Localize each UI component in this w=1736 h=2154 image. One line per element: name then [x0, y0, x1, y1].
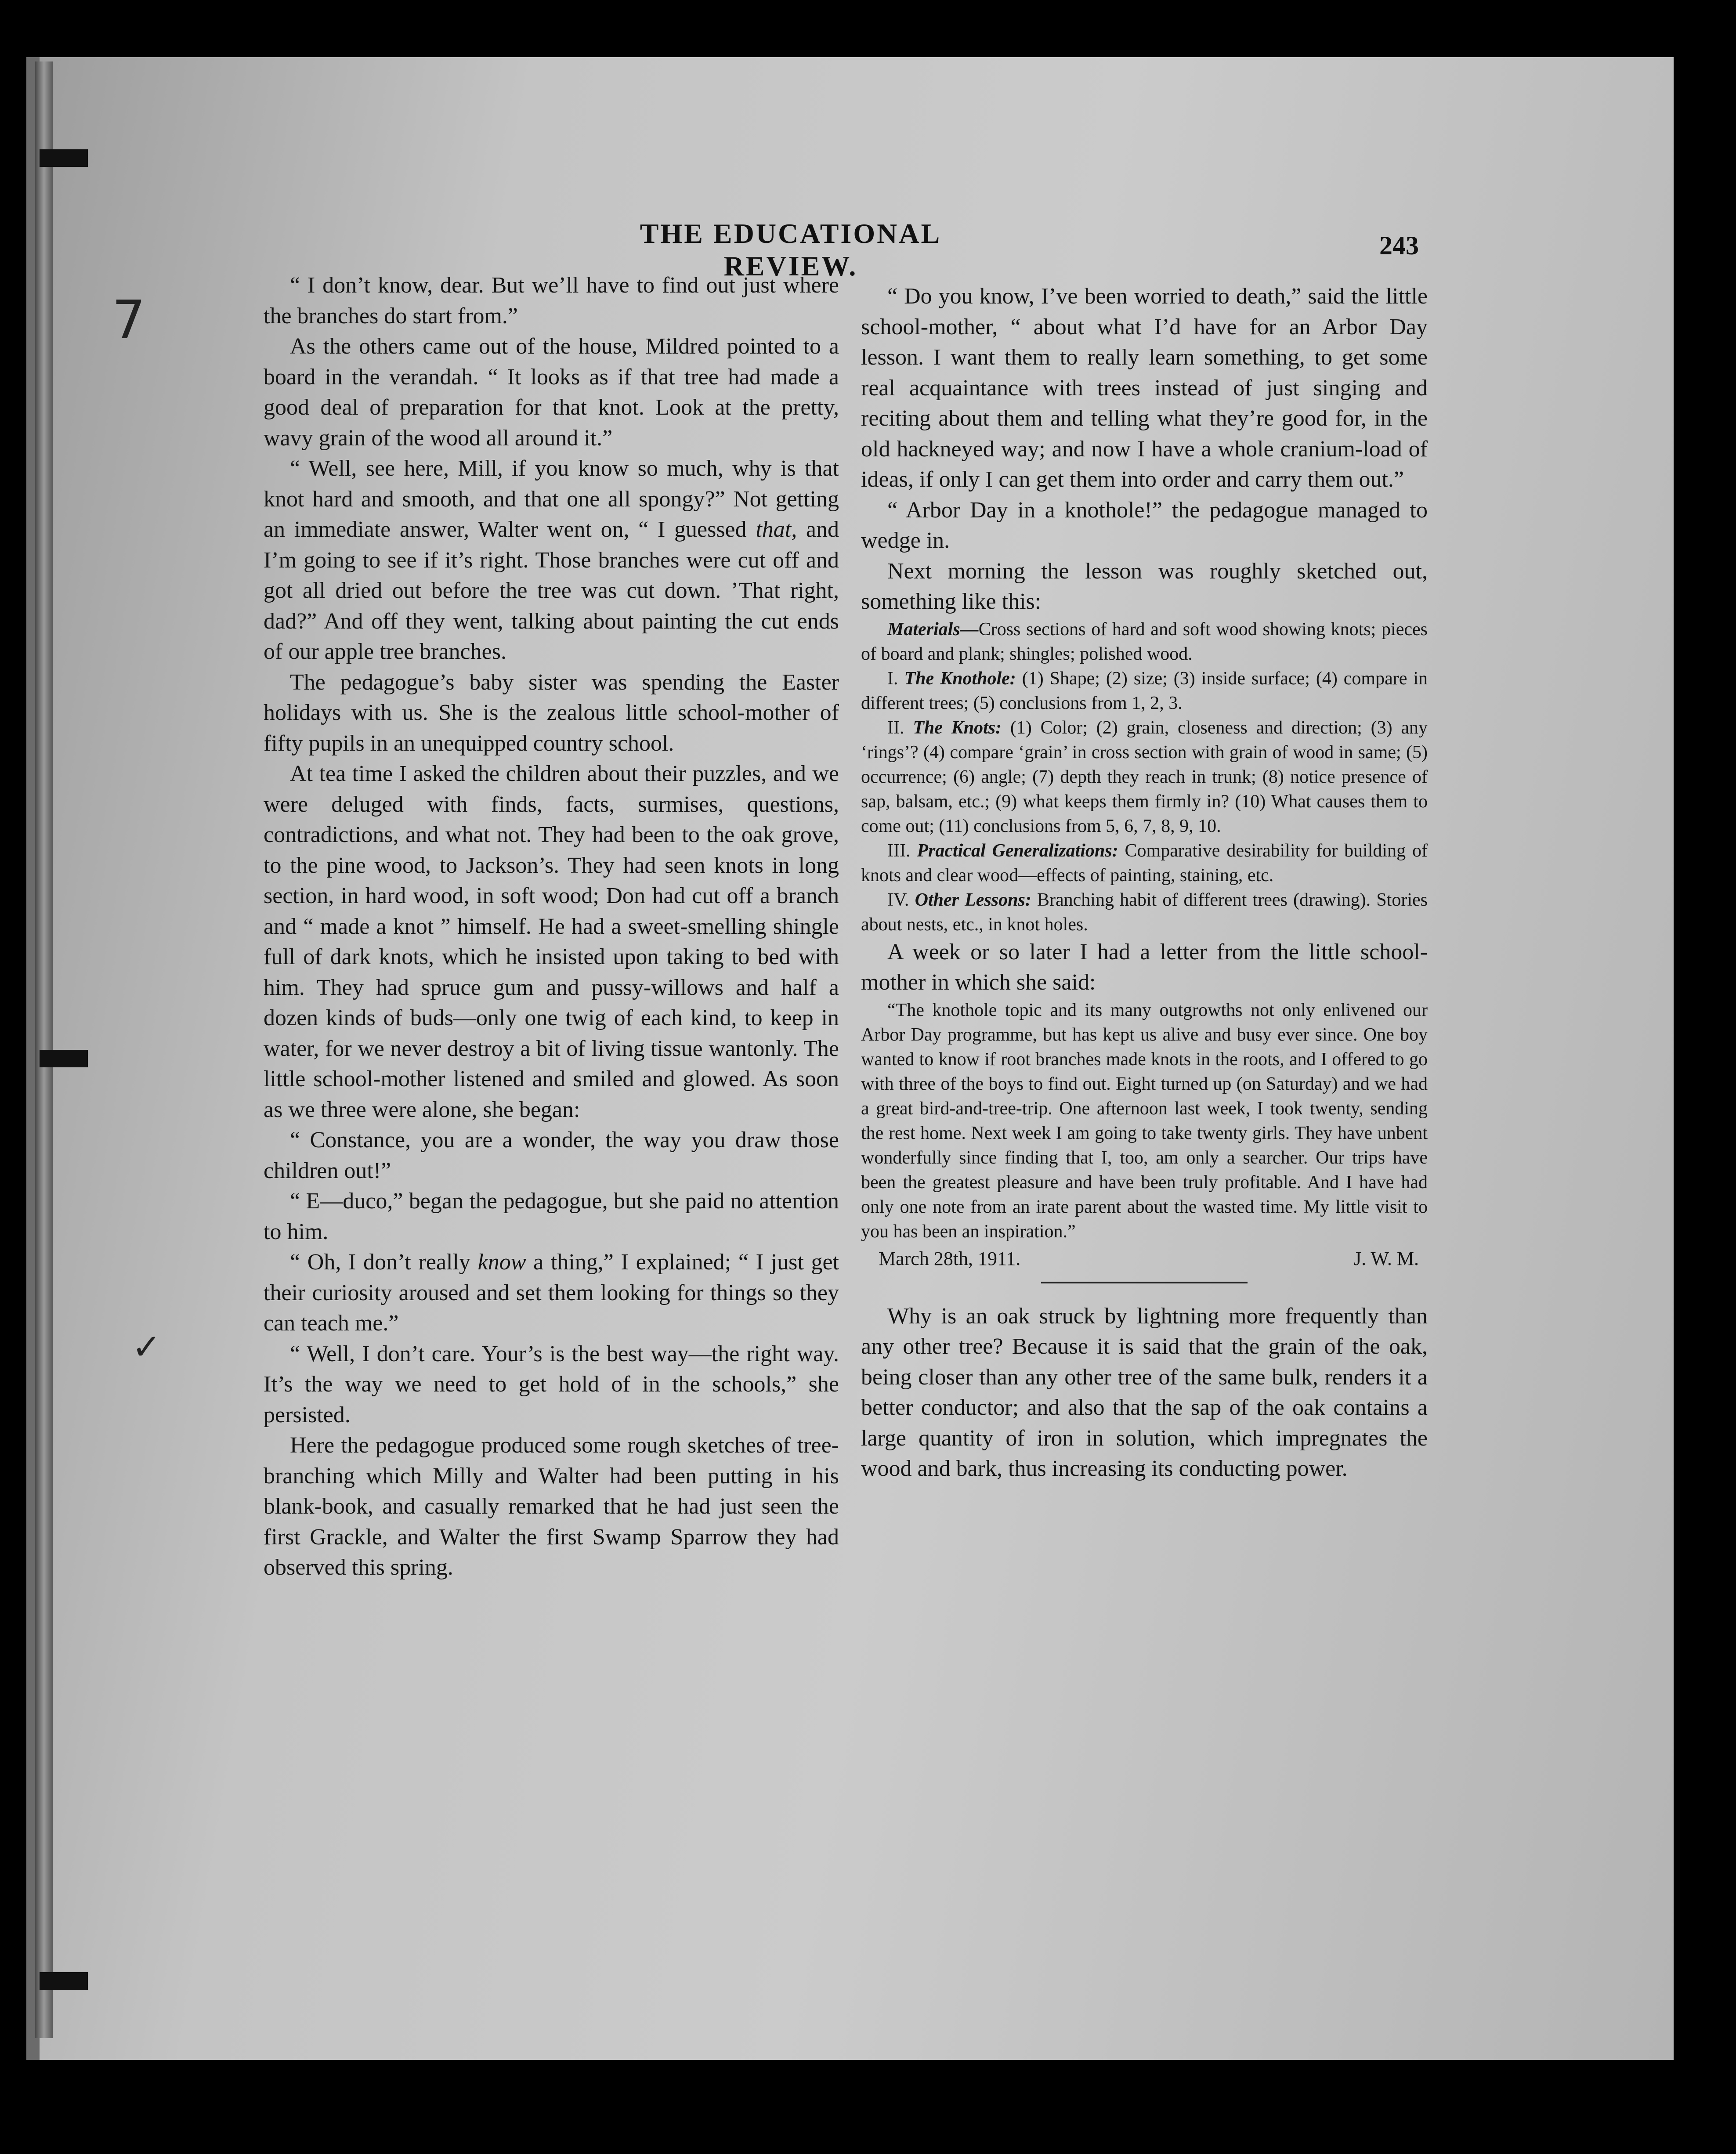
paragraph: “ Constance, you are a wonder, the way you draw those children out!” — [264, 1128, 839, 1183]
paragraph: “ Do you know, I’ve been worried to death,” said the little school-mother, “ about what I’d have for an Arbor Day lesson. I want them to really learn something, to get some real acquaintance with trees instead of just singing and reciting about them and telling what they’re good for, in the old hackneyed way; and now I have a whole cranium-load of ideas, if only I can get them into order and carry them out.” — [861, 284, 1428, 492]
paragraph: “ I don’t know, dear. But we’ll have to find out just where the branches do start from.” — [264, 273, 839, 329]
paragraph: “ Arbor Day in a knothole!” the pedagogue managed to wedge in. — [861, 497, 1428, 553]
quoted-letter: “The knothole topic and its many outgrowths not only enlivened our Arbor Day programme, but has kept us alive and busy ever since. One boy wanted to know if root branches made knots in the roots, and I offered to go with three of the boys to find out. Eight turned up (on Saturday) and we had a great bird-and-tree-trip. One afternoon last week, I took twenty, sending the rest home. Next week I am going to take twenty girls. They have unbent wonderfully since finding that I, too, am only a searcher. Our trips have been the greatest pleasure and have been truly profitable. And I have had only one note from an irate parent about the wasted time. My little visit to you has been an inspiration.” — [861, 1000, 1428, 1242]
binding-clip — [40, 1050, 88, 1067]
paragraph: The pedagogue’s baby sister was spending the Easter holidays with us. She is the zealous little school-mother of fifty pupils in an unequipped country school. — [264, 669, 839, 756]
letter-date: March 28th, 1911. — [879, 1247, 1021, 1269]
pencil-mark: ✓ — [132, 1326, 162, 1367]
paragraph: Here the pedagogue produced some rough sketches of tree-branching which Milly and Walter had been putting in his blank-book, and casually remarked that he had just seen the first Grackle, and Walter the first Swamp Sparrow they had observed this spring. — [264, 1433, 839, 1580]
paragraph: “ E—duco,” began the pedagogue, but she paid no attention to him. — [264, 1189, 839, 1244]
paragraph: Next morning the lesson was roughly sketched out, something like this: — [861, 558, 1428, 614]
letter-signature — [861, 1244, 1428, 1274]
binding-clip — [40, 1972, 88, 1990]
lesson-item: I. The Knothole: (1) Shape; (2) size; (3) inside surface; (4) compare in different trees; (5) conclusions from 1, 2, 3. — [861, 668, 1428, 713]
letter-initials: J. W. M. — [1354, 1247, 1419, 1269]
paragraph: Why is an oak struck by lightning more frequently than any other tree? Because it is said that the grain of the oak, being closer than any other tree of the same bulk, renders it a better conductor; and also that the sap of the oak contains a large quantity of iron in solution, which impregnates the wood and bark, thus increasing its conducting power. — [861, 1303, 1428, 1481]
left-column — [264, 270, 839, 1583]
paragraph: “ Well, I don’t care. Your’s is the best way—the right way. It’s the way we need to get hold of in the schools,” she persisted. — [264, 1341, 839, 1428]
right-column — [861, 281, 1428, 1484]
lesson-item: III. Practical Generalizations: Comparative desirability for building of knots and clear wood—effects of painting, staining, etc. — [861, 840, 1428, 885]
pencil-mark: 7 — [112, 290, 146, 351]
section-divider — [1041, 1282, 1248, 1283]
paragraph: “ Oh, I don’t really know a thing,” I explained; “ I just get their curiosity aroused and set them looking for things so they can teach me.” — [264, 1250, 839, 1336]
lesson-materials: Materials—Cross sections of hard and soft wood showing knots; pieces of board and plank; shingles; polished wood. — [861, 619, 1428, 664]
running-header: THE EDUCATIONAL REVIEW. — [640, 218, 942, 282]
paragraph: At tea time I asked the children about their puzzles, and we were deluged with finds, facts, surmises, questions, contradictions, and what not. They had been to the oak grove, to the pine wood, to Jackson’s. They had seen knots in long section, in hard wood, in soft wood; Don had cut off a branch and “ made a knot ” himself. He had a sweet-smelling shingle full of dark knots, which he insisted upon taking to bed with him. They had spruce gum and pussy-willows and half a dozen kinds of buds—only one twig of each kind, to keep in water, for we never destroy a bit of living tissue wantonly. The little school-mother listened and smiled and glowed. As soon as we three were alone, she began: — [264, 761, 839, 1122]
paragraph: A week or so later I had a letter from the little school-mother in which she said: — [861, 939, 1428, 995]
paragraph: As the others came out of the house, Mildred pointed to a board in the verandah. “ It looks as if that tree had made a good deal of preparation for that knot. Look at the pretty, wavy grain of the wood all around it.” — [264, 334, 839, 451]
page-number: 243 — [1379, 231, 1419, 260]
lesson-item: II. The Knots: (1) Color; (2) grain, closeness and direction; (3) any ‘rings’? (4) compare ‘grain’ in cross section with grain of wood in same; (5) occurrence; (6) angle; (7) depth they reach in trunk; (8) notice presence of sap, balsam, etc.; (9) what keeps them firmly in? (10) What causes them to come out; (11) conclusions from 5, 6, 7, 8, 9, 10. — [861, 717, 1428, 836]
binding-clip — [40, 149, 88, 167]
lesson-item: IV. Other Lessons: Branching habit of different trees (drawing). Stories about nests, etc., in knot holes. — [861, 889, 1428, 935]
paragraph: “ Well, see here, Mill, if you know so much, why is that knot hard and smooth, and that one all spongy?” Not getting an immediate answer, Walter went on, “ I guessed that, and I’m going to see if it’s right. Those branches were cut off and got all dried out before the tree was cut down. ’That right, dad?” And off they went, talking about painting the cut ends of our apple tree branches. — [264, 456, 839, 664]
